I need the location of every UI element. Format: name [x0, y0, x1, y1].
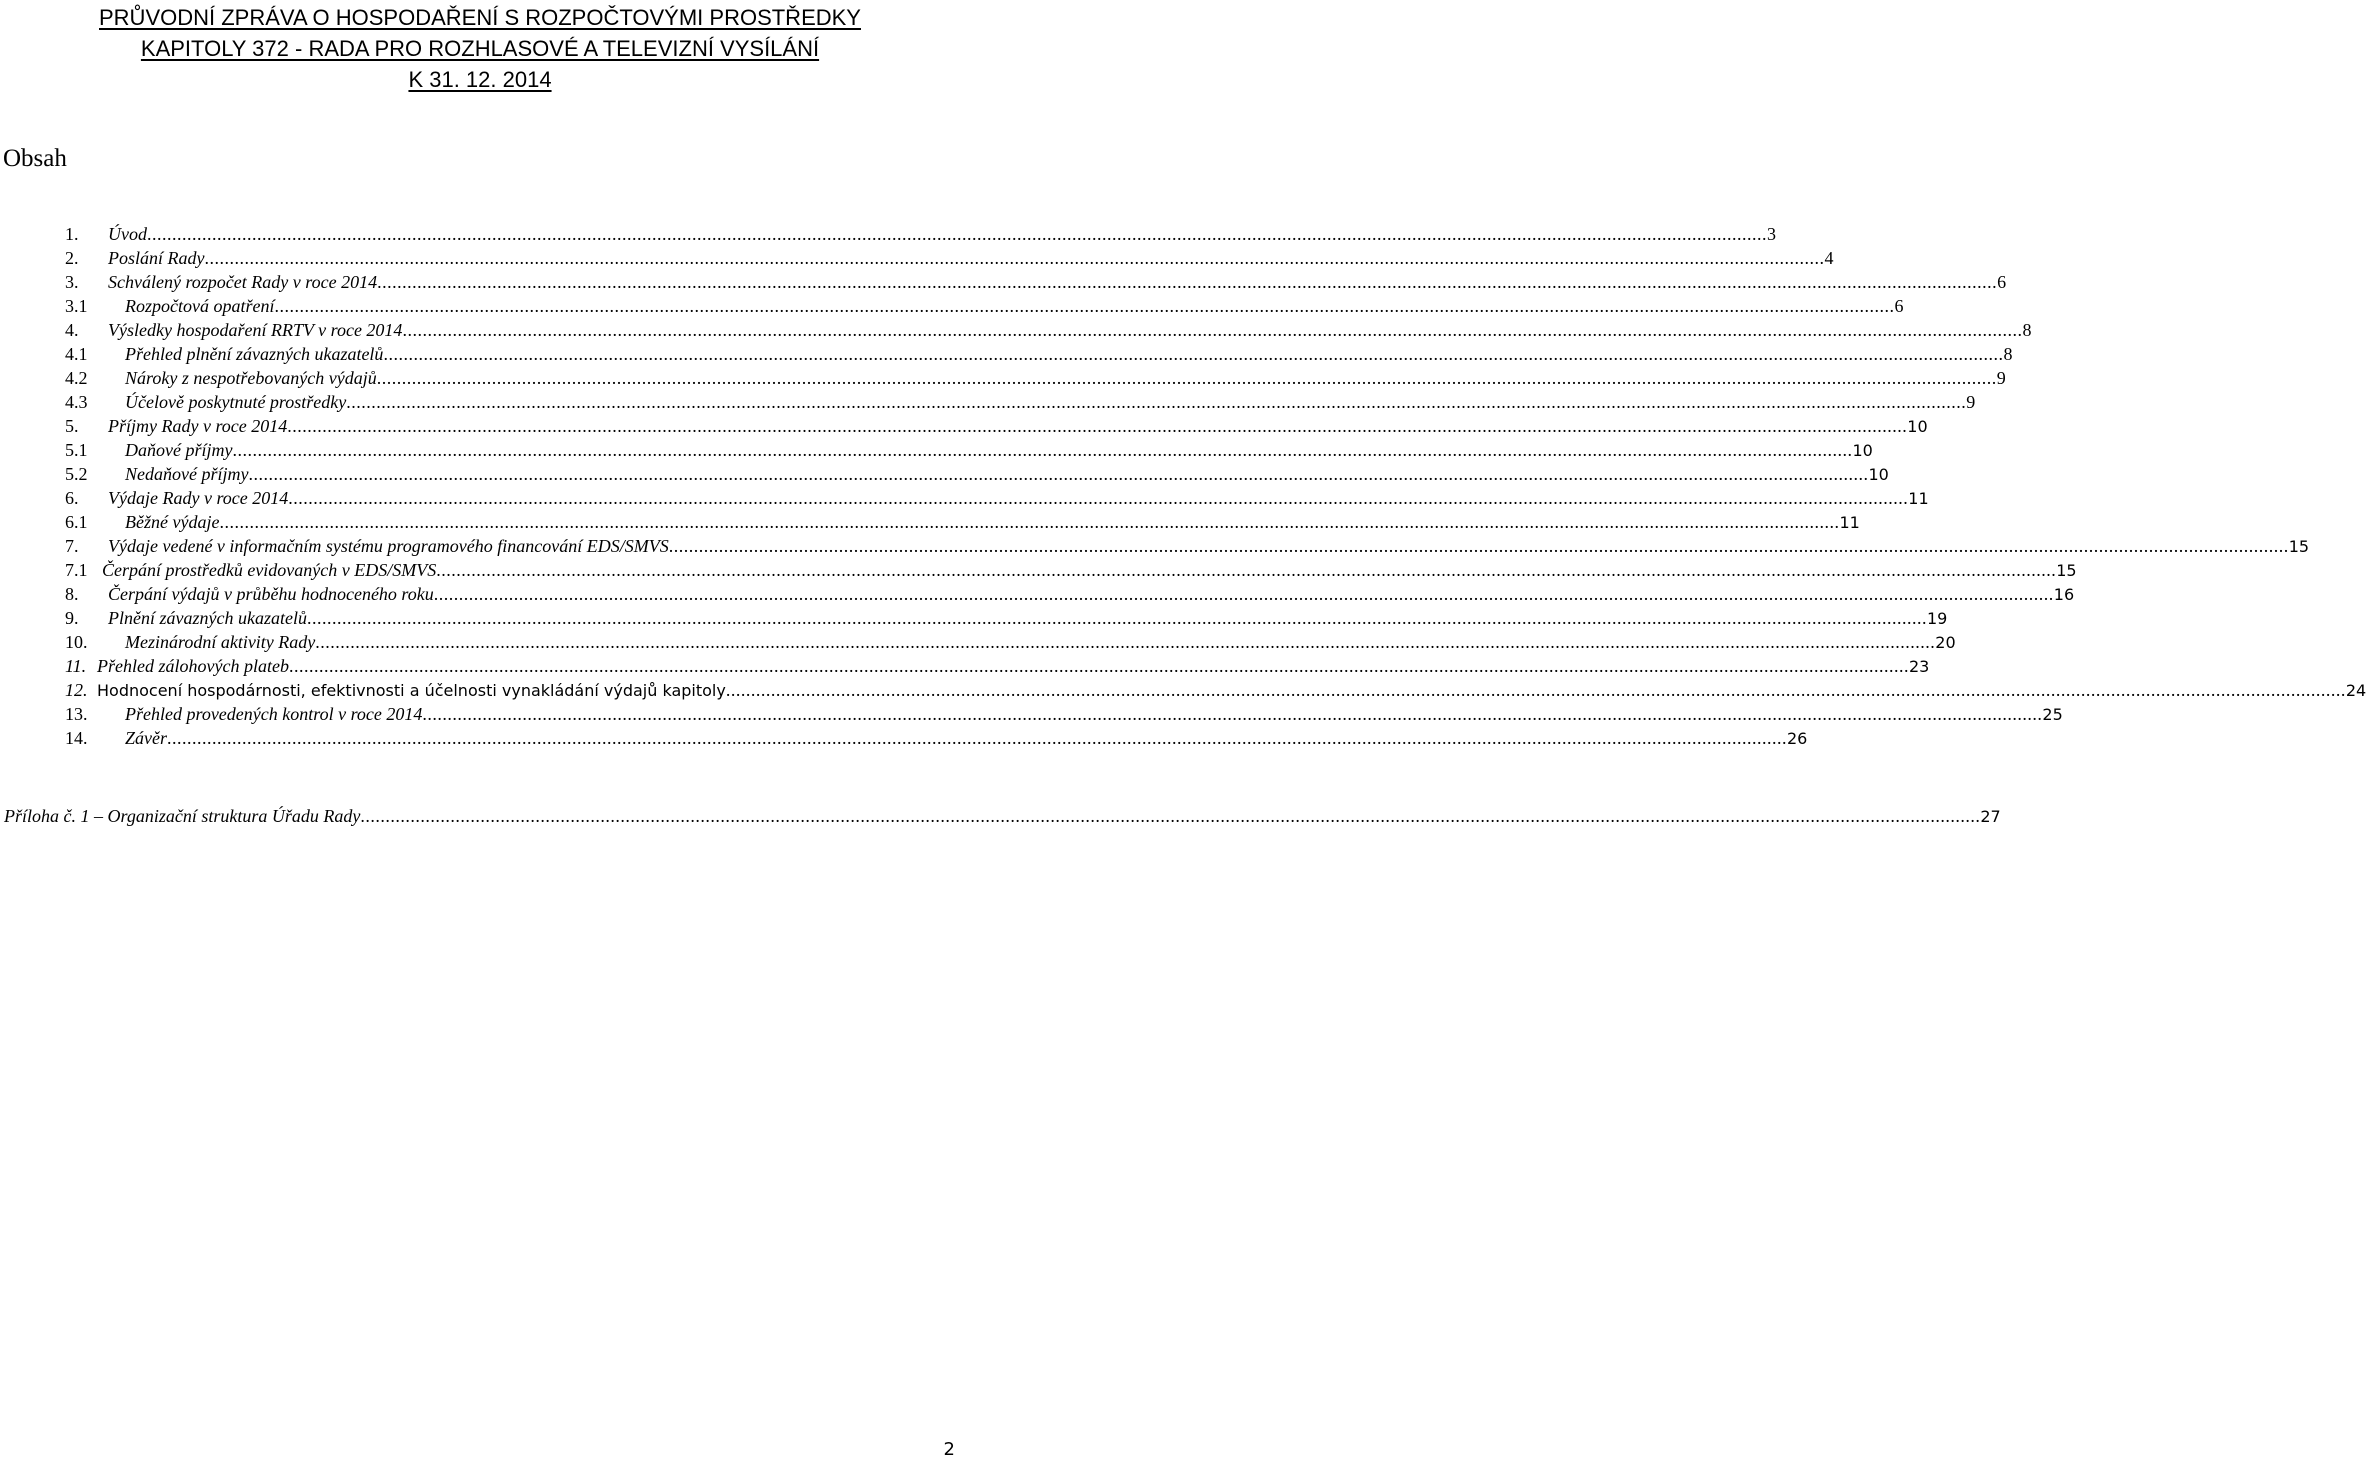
title-line-1: PRŮVODNÍ ZPRÁVA O HOSPODAŘENÍ S ROZPOČTOVÝMI PROSTŘEDKY [99, 5, 861, 30]
toc-entry-number: 9. [65, 608, 79, 628]
toc-entry[interactable] [65, 510, 1860, 534]
toc-entry-page: 25 [2042, 705, 2063, 724]
toc-entry-page: 24 [2345, 681, 2366, 700]
toc-entry-number: 13. [65, 704, 88, 724]
toc-entry-label: Závěr [125, 728, 167, 748]
toc-leader-dots [248, 462, 1868, 486]
toc-entry-label: Čerpání výdajů v průběhu hodnoceného roku [108, 584, 434, 604]
toc-entry-number: 14. [65, 728, 88, 748]
toc-entry-page: 15 [2056, 561, 2077, 580]
toc-entry-page: 9 [1966, 392, 1976, 412]
toc-entry-label: Hodnocení hospodárnosti, efektivnosti a účelnosti vynakládání výdajů kapitoly [97, 681, 726, 700]
toc-entry[interactable] [65, 630, 1956, 654]
toc-entry-number: 5. [65, 416, 79, 436]
toc-leader-dots [232, 438, 1852, 462]
toc-entry-number: 2. [65, 248, 79, 268]
toc-entry[interactable] [65, 390, 1976, 414]
toc-entry-number: 5.2 [65, 464, 88, 484]
toc-entry-label: Příjmy Rady v roce 2014 [108, 416, 288, 436]
toc-leader-dots [402, 318, 2022, 342]
toc-entry-number: 4.3 [65, 392, 88, 412]
toc-entry-label: Rozpočtová opatření [125, 296, 275, 316]
toc-leader-dots [377, 270, 1997, 294]
toc-leader-dots [360, 803, 1980, 829]
toc-entry-label: Nároky z nespotřebovaných výdajů [125, 368, 377, 388]
toc-entry[interactable] [65, 414, 1928, 438]
toc-entry-number: 6.1 [65, 512, 88, 532]
toc-entry-label: Výdaje Rady v roce 2014 [108, 488, 289, 508]
toc-entry-page: 15 [2288, 537, 2310, 556]
toc-entry[interactable] [65, 342, 2013, 366]
toc-entry[interactable] [65, 702, 2063, 726]
toc-entry-label: Nedaňové příjmy [125, 464, 249, 484]
toc-entry-page: 4 [1824, 248, 1834, 268]
toc-entry-page: 11 [1839, 513, 1860, 532]
toc-leader-dots [288, 486, 1908, 510]
toc-entry-label: Schválený rozpočet Rady v roce 2014 [108, 272, 378, 292]
toc-entry-number: 4.1 [65, 344, 88, 364]
toc-entry-number: 7. [65, 536, 79, 556]
toc-entry[interactable] [65, 318, 2032, 342]
toc-entry-label: Výdaje vedené v informačním systému programového financování EDS/SMVS [108, 536, 669, 556]
toc-leader-dots [726, 678, 2346, 702]
appendix-entry[interactable] [4, 803, 2001, 829]
toc-entry[interactable] [65, 486, 1929, 510]
toc-entry-page: 10 [1852, 441, 1873, 460]
toc-entry-page: 23 [1908, 657, 1930, 676]
title-line-2: KAPITOLY 372 - RADA PRO ROZHLASOVÉ A TELEVIZNÍ VYSÍLÁNÍ [140, 36, 820, 61]
toc-entry-number: 8. [65, 584, 79, 604]
toc-entry-page: 10 [1907, 417, 1928, 436]
toc-entry-label: Přehled provedených kontrol v roce 2014 [125, 704, 423, 724]
toc-entry-label: Poslání Rady [108, 248, 205, 268]
toc-entry-label: Přehled zálohových plateb [97, 656, 289, 676]
toc-entry-label: Plnění závazných ukazatelů [108, 608, 307, 628]
toc-leader-dots [205, 246, 1825, 270]
toc-entry-label: Výsledky hospodaření RRTV v roce 2014 [108, 320, 403, 340]
toc-entry-page: 10 [1868, 465, 1889, 484]
toc-leader-dots [167, 726, 1787, 750]
toc-entry-number: 4. [65, 320, 79, 340]
toc-entry-number: 6. [65, 488, 79, 508]
toc-entry-label: Účelově poskytnuté prostředky [125, 392, 347, 412]
appendix-label: Příloha č. 1 – Organizační struktura Úřadu Rady [4, 806, 361, 826]
title-line-3: K 31. 12. 2014 [408, 67, 552, 92]
toc-leader-dots [434, 582, 2054, 606]
toc-entry-number: 3.1 [65, 296, 88, 316]
toc-leader-dots [307, 606, 1927, 630]
toc-entry-label: Běžné výdaje [125, 512, 220, 532]
toc-leader-dots [669, 534, 2289, 558]
toc-leader-dots [219, 510, 1839, 534]
toc-leader-dots [315, 630, 1935, 654]
toc-entry-number: 5.1 [65, 440, 88, 460]
toc-entry-page: 3 [1767, 224, 1776, 244]
toc-entry[interactable] [65, 606, 1948, 630]
toc-entry-page: 16 [2053, 585, 2075, 604]
toc-entry-number: 7.1 [65, 560, 88, 580]
toc-entry[interactable] [65, 438, 1873, 462]
toc-entry-page: 6 [1997, 272, 2007, 292]
toc-entry-number: 11. [65, 656, 87, 676]
toc-entry-label: Úvod [108, 224, 147, 244]
contents-heading: Obsah [3, 145, 67, 172]
toc-entry[interactable] [65, 726, 1808, 750]
toc-entry-page: 20 [1935, 633, 1956, 652]
toc-entry-number: 10. [65, 632, 88, 652]
toc-entry-page: 26 [1787, 729, 1808, 748]
toc-entry[interactable] [65, 294, 1904, 318]
toc-entry-page: 6 [1894, 296, 1904, 316]
toc-entry[interactable] [65, 246, 1834, 270]
toc-entry[interactable] [65, 654, 1930, 678]
toc-leader-dots [287, 414, 1907, 438]
toc-entry-page: 19 [1926, 609, 1948, 628]
toc-entry-number: 4.2 [65, 368, 88, 388]
toc-leader-dots [346, 390, 1966, 414]
toc-entry-label: Přehled plnění závazných ukazatelů [125, 344, 384, 364]
document-title [0, 0, 960, 95]
toc-entry-label: Mezinárodní aktivity Rady [125, 632, 316, 652]
toc-entry-number: 12. [65, 680, 88, 700]
page-number: 2 [943, 1439, 955, 1460]
toc-leader-dots [422, 702, 2042, 726]
toc-entry-page: 8 [2022, 320, 2032, 340]
toc-leader-dots [436, 558, 2056, 582]
toc-entry[interactable] [65, 222, 1776, 246]
toc-leader-dots [274, 294, 1894, 318]
toc-leader-dots [377, 366, 1997, 390]
toc-entry-page: 8 [2003, 344, 2013, 364]
toc-leader-dots [383, 342, 2003, 366]
toc-entry[interactable] [65, 678, 2366, 702]
toc-entry[interactable] [65, 462, 1889, 486]
toc-entry-number: 3. [65, 272, 79, 292]
toc-entry-number: 1. [65, 224, 79, 244]
toc-entry[interactable] [65, 558, 2077, 582]
toc-entry[interactable] [65, 534, 2310, 558]
toc-leader-dots [147, 222, 1767, 246]
toc-entry[interactable] [65, 366, 2006, 390]
toc-entry-page: 11 [1908, 489, 1929, 508]
toc-entry-page: 9 [1996, 368, 2006, 388]
appendix-page: 27 [1980, 807, 2001, 826]
toc-entry-label: Daňové příjmy [125, 440, 233, 460]
toc-entry[interactable] [65, 582, 2075, 606]
toc-leader-dots [289, 654, 1909, 678]
toc-entry[interactable] [65, 270, 2007, 294]
toc-entry-label: Čerpání prostředků evidovaných v EDS/SMVS [102, 560, 437, 580]
